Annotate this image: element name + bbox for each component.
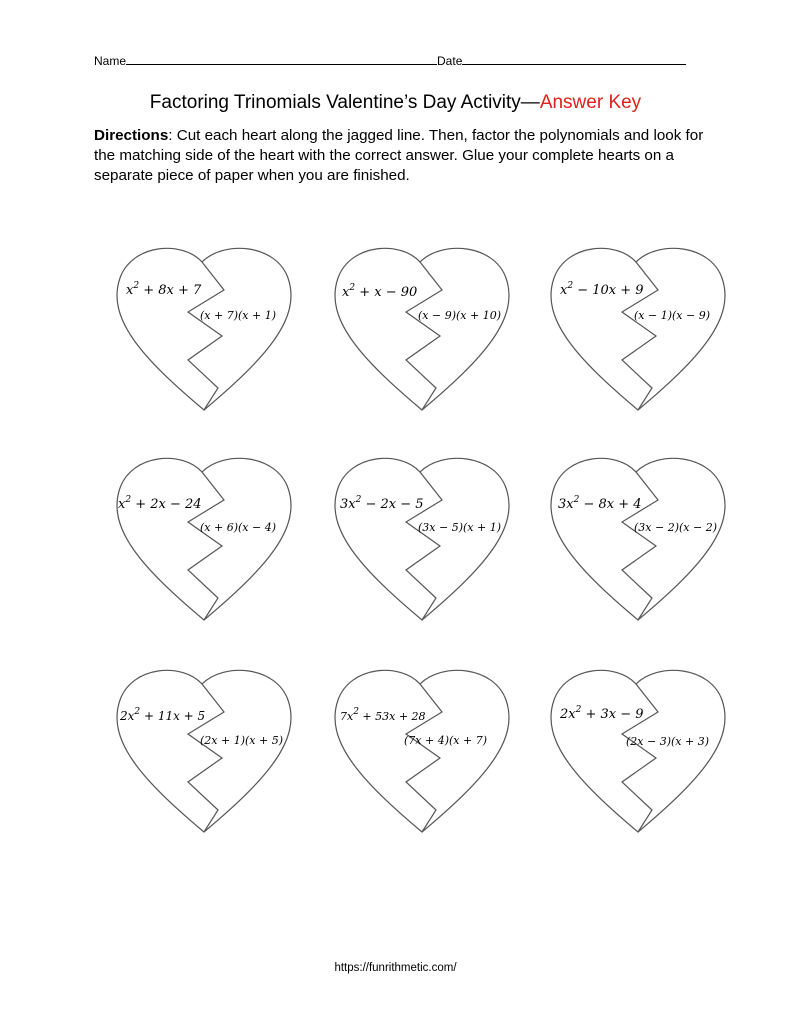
heart-card xyxy=(112,248,296,414)
heart-answer: (2x − 3)(x + 3) xyxy=(626,735,709,748)
heart-answer: (x + 7)(x + 1) xyxy=(200,309,276,322)
heart-outline-icon xyxy=(551,248,725,410)
footer-url: https://funrithmetic.com/ xyxy=(334,962,457,974)
heart-answer: (7x + 4)(x + 7) xyxy=(404,734,487,747)
title-main: Factoring Trinomials Valentine’s Day Activity— xyxy=(149,92,540,113)
heart-polynomial: $3x^2 - 2x - 5$ xyxy=(340,495,424,512)
heart-answer: (x − 1)(x − 9) xyxy=(634,309,710,322)
title-answer-key: Answer Key xyxy=(539,92,642,113)
heart-polynomial: $3x^2 - 8x + 4$ xyxy=(558,495,642,512)
heart-card xyxy=(546,670,730,836)
heart-polynomial: $x^2 + 2x - 24$ xyxy=(118,495,202,512)
heart-polynomial: $7x^2 + 53x + 28$ xyxy=(340,707,426,723)
date-label: Date xyxy=(437,54,463,68)
heart-polynomial: $x^2 + x - 90$ xyxy=(342,283,418,300)
heart-outline-icon xyxy=(117,670,291,832)
heart-card xyxy=(330,458,514,624)
heart-polynomial: $2x^2 + 3x - 9$ xyxy=(560,705,644,722)
heart-card xyxy=(546,248,730,414)
name-label: Name xyxy=(94,54,127,68)
heart-polynomial: $2x^2 + 11x + 5$ xyxy=(120,707,206,723)
jagged-cut-line xyxy=(188,684,224,832)
heart-polynomial: $x^2 + 8x + 7$ xyxy=(126,281,202,298)
heart-outline-icon xyxy=(117,458,291,620)
heart-outline-icon xyxy=(551,458,725,620)
heart-card xyxy=(112,670,296,836)
heart-answer: (3x − 2)(x − 2) xyxy=(634,521,717,534)
jagged-cut-line xyxy=(622,472,658,620)
heart-polynomial: $x^2 - 10x + 9$ xyxy=(560,281,644,298)
heart-outline-icon xyxy=(335,670,509,832)
heart-outline-icon xyxy=(551,670,725,832)
jagged-cut-line xyxy=(188,472,224,620)
heart-card xyxy=(112,458,296,624)
heart-outline-icon xyxy=(335,458,509,620)
heart-answer: (x − 9)(x + 10) xyxy=(418,309,501,322)
directions-text: : Cut each heart along the jagged line. Then, factor the polynomials and look for the matching side of the heart with the correct answer. Glue your complete hearts on a separate piece of paper when you are finished. xyxy=(94,127,704,184)
directions-label: Directions xyxy=(94,127,169,144)
jagged-cut-line xyxy=(406,472,442,620)
heart-answer: (3x − 5)(x + 1) xyxy=(418,521,501,534)
heart-outline-icon xyxy=(335,248,509,410)
heart-answer: (x + 6)(x − 4) xyxy=(200,521,276,534)
jagged-cut-line xyxy=(406,684,442,832)
heart-card xyxy=(330,248,514,414)
heart-card xyxy=(330,670,514,836)
heart-answer: (2x + 1)(x + 5) xyxy=(200,734,283,747)
heart-outline-icon xyxy=(117,248,291,410)
heart-card xyxy=(546,458,730,624)
